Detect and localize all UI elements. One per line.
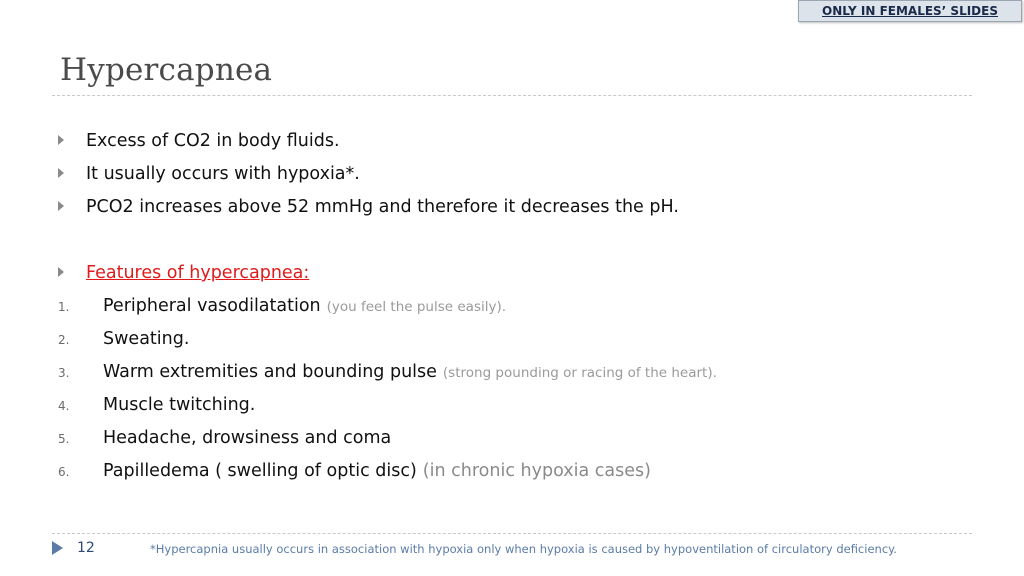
footnote: *Hypercapnia usually occurs in association with hypoxia only when hypoxia is caused by hypoventilation of circulatory deficiency. (150, 542, 897, 556)
title-divider (52, 95, 972, 96)
item-number: 2. (58, 333, 70, 347)
item-text: Papilledema ( swelling of optic disc) (103, 461, 417, 481)
features-heading-item (58, 263, 309, 289)
feature-item (58, 362, 717, 388)
item-text: Peripheral vasodilatation (103, 296, 321, 316)
bullet-item (58, 131, 340, 157)
item-number: 4. (58, 399, 70, 413)
item-number: 1. (58, 300, 70, 314)
item-note: (strong pounding or racing of the heart). (442, 365, 717, 381)
bullet-arrow-icon (58, 267, 64, 277)
bullet-text: Excess of CO2 in body fluids. (86, 131, 340, 151)
bullet-arrow-icon (58, 201, 64, 211)
item-text: Muscle twitching. (103, 395, 256, 415)
females-only-badge: ONLY IN FEMALES’ SLIDES (798, 0, 1022, 22)
item-note: (you feel the pulse easily). (326, 299, 507, 315)
slide-title: Hypercapnea (60, 52, 273, 88)
bullet-arrow-icon (58, 135, 64, 145)
page-number: 12 (77, 540, 95, 556)
item-text: Headache, drowsiness and coma (103, 428, 392, 448)
item-text: Sweating. (103, 329, 190, 349)
bullet-text: It usually occurs with hypoxia*. (86, 164, 360, 184)
item-note: (in chronic hypoxia cases) (422, 461, 651, 481)
feature-item (58, 329, 189, 355)
item-text: Warm extremities and bounding pulse (103, 362, 437, 382)
feature-item (58, 428, 391, 454)
item-number: 5. (58, 432, 70, 446)
bullet-text: PCO2 increases above 52 mmHg and therefore it decreases the pH. (86, 197, 679, 217)
feature-item (58, 395, 255, 421)
item-number: 6. (58, 465, 70, 479)
footer-arrow-icon (52, 541, 63, 555)
bullet-item (58, 197, 679, 223)
footer-divider (52, 533, 972, 534)
feature-item (58, 296, 506, 322)
item-number: 3. (58, 366, 70, 380)
bullet-arrow-icon (58, 168, 64, 178)
bullet-item (58, 164, 360, 190)
feature-item (58, 461, 651, 487)
features-heading: Features of hypercapnea: (86, 263, 310, 283)
